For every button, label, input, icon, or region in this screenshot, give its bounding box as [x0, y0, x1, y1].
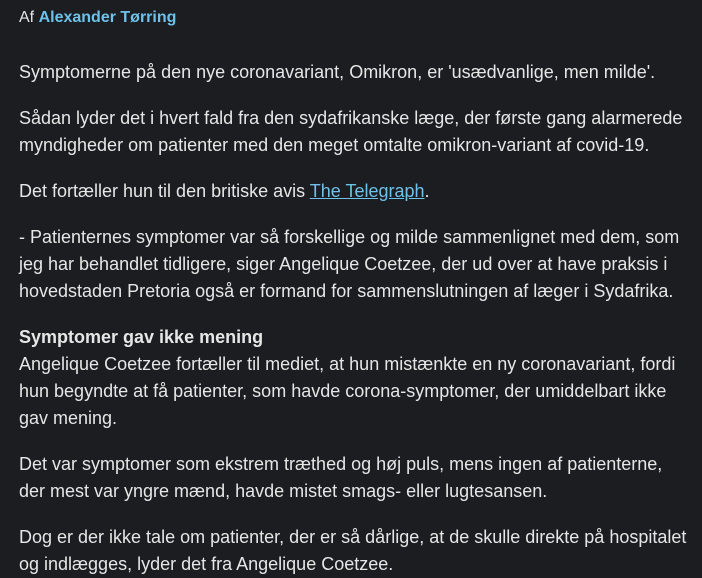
paragraph-2: Sådan lyder det i hvert fald fra den sydafrikanske læge, der første gang alarmerede myndigheder om patienter med den meget omtalte omikron-variant af covid-19.: [19, 108, 683, 155]
paragraph-1: Symptomerne på den nye coronavariant, Omikron, er 'usædvanlige, men milde'.: [19, 62, 656, 82]
paragraph-4: - Patienternes symptomer var så forskellige og milde sammenlignet med dem, som jeg har behandlet tidligere, siger Angelique Coetzee, der ud over at have praksis i hovedstaden Pretoria også er formand for sammenslutningen af læger i Sydafrika.: [19, 227, 680, 301]
paragraph-3-end: .: [424, 181, 430, 201]
telegraph-link[interactable]: The Telegraph: [309, 181, 425, 201]
byline-prefix: Af: [19, 9, 35, 26]
section-heading: Symptomer gav ikke mening: [19, 327, 264, 347]
author-link[interactable]: Alexander Tørring: [38, 9, 177, 26]
byline: [19, 0, 687, 28]
paragraph-7: Dog er der ikke tale om patienter, der er så dårlige, at de skulle direkte på hospitalet og indlægges, lyder det fra Angelique Coetzee.: [19, 527, 687, 574]
paragraph-3: [19, 178, 687, 205]
paragraph-6: Det var symptomer som ekstrem træthed og høj puls, mens ingen af patienterne, der mest var yngre mænd, havde mistet smags- eller lugtesansen.: [19, 454, 663, 501]
section-symptoms: [19, 324, 687, 432]
paragraph-5: Angelique Coetzee fortæller til mediet, at hun mistænkte en ny coronavariant, fordi hun begyndte at få patienter, som havde corona-symptomer, der umiddelbart ikke gav mening.: [19, 354, 676, 428]
paragraph-3-text: Det fortæller hun til den britiske avis: [19, 181, 310, 201]
